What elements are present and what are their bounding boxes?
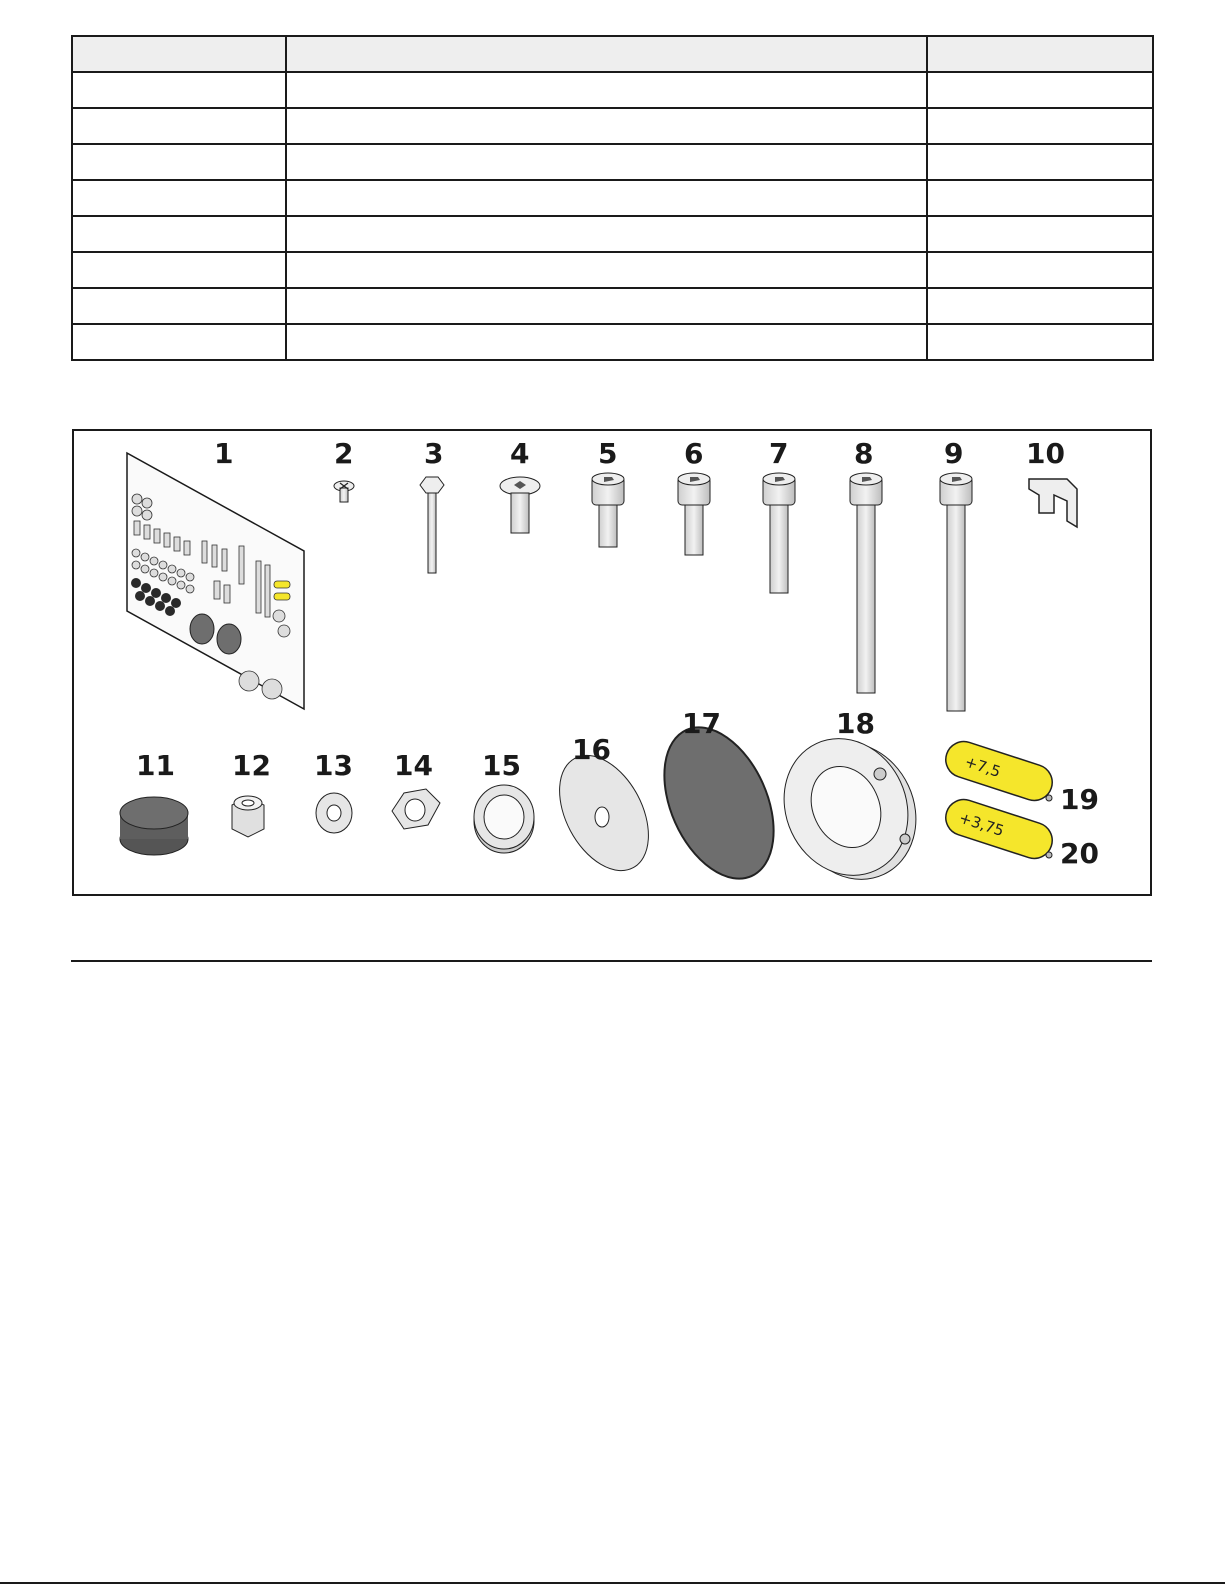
u-clip: [1029, 479, 1077, 527]
table-row: [72, 252, 1153, 288]
table-cell: [286, 144, 927, 180]
shaft-collar: [762, 718, 938, 898]
parts-illustration: [74, 431, 1154, 898]
part-label-4: 4: [510, 437, 530, 470]
parts-illustration-panel: [72, 429, 1152, 896]
table-cell: [927, 252, 1153, 288]
table-cell: [72, 252, 286, 288]
part-label-14: 14: [394, 749, 433, 782]
table-row: [72, 108, 1153, 144]
table-row: [72, 324, 1153, 360]
part-label-17: 17: [682, 707, 721, 740]
washer: [316, 793, 352, 833]
part-label-3: 3: [424, 437, 444, 470]
table-cell: [286, 324, 927, 360]
bushing: [474, 785, 534, 853]
table-cell: [286, 252, 927, 288]
countersunk-screw: [500, 477, 540, 533]
nyloc-nut: [232, 796, 264, 837]
table-row: [72, 288, 1153, 324]
table-cell: [72, 180, 286, 216]
table-cell: [927, 72, 1153, 108]
part-label-13: 13: [314, 749, 353, 782]
part-label-12: 12: [232, 749, 271, 782]
part-label-2: 2: [334, 437, 354, 470]
table-row: [72, 216, 1153, 252]
table-cell: [927, 216, 1153, 252]
hardware-kit-card: [127, 453, 304, 709]
part-label-18: 18: [836, 707, 875, 740]
part-label-11: 11: [136, 749, 175, 782]
spacer-7-5: [941, 737, 1057, 805]
table-cell: [927, 288, 1153, 324]
part-label-10: 10: [1026, 437, 1065, 470]
spacer-7-5-tag: +7,5: [962, 752, 1003, 781]
table-cell: [72, 288, 286, 324]
part-label-1: 1: [214, 437, 234, 470]
table-cell: [927, 180, 1153, 216]
table-cell: [72, 216, 286, 252]
part-label-7: 7: [769, 437, 789, 470]
hex-nut: [392, 789, 440, 829]
part-label-15: 15: [482, 749, 521, 782]
table-cell: [927, 324, 1153, 360]
table-cell: [286, 180, 927, 216]
table-cell: [286, 288, 927, 324]
table-cell: [72, 36, 286, 72]
table-row: [72, 72, 1153, 108]
table-cell: [927, 36, 1153, 72]
pan-head-screw: [334, 481, 354, 502]
parts-table: [71, 35, 1154, 361]
hex-bolt: [420, 477, 444, 573]
part-label-8: 8: [854, 437, 874, 470]
part-label-16: 16: [572, 733, 611, 766]
table-cell: [72, 144, 286, 180]
table-cell: [72, 72, 286, 108]
table-cell: [72, 324, 286, 360]
table-header-row: [72, 36, 1153, 72]
table-row: [72, 180, 1153, 216]
socket-cap-screw-8: [850, 473, 882, 693]
socket-cap-screw-7: [763, 473, 795, 593]
table-cell: [286, 108, 927, 144]
spacer-3-75: [941, 795, 1057, 863]
table-row: [72, 144, 1153, 180]
table-cell: [927, 108, 1153, 144]
table-cell: [927, 144, 1153, 180]
part-label-6: 6: [684, 437, 704, 470]
part-label-19: 19: [1060, 783, 1099, 816]
table-cell: [286, 36, 927, 72]
table-cell: [286, 72, 927, 108]
socket-cap-screw-9: [940, 473, 972, 711]
part-label-20: 20: [1060, 837, 1099, 870]
socket-cap-screw-6: [678, 473, 710, 555]
table-cell: [72, 108, 286, 144]
part-label-9: 9: [944, 437, 964, 470]
socket-cap-screw-5: [592, 473, 624, 547]
section-divider: [71, 960, 1152, 962]
part-label-5: 5: [598, 437, 618, 470]
page-bottom-rule: [0, 1582, 1225, 1584]
table-cell: [286, 216, 927, 252]
spacer-3-75-tag: +3,75: [956, 808, 1007, 841]
plug-cap: [120, 797, 188, 855]
